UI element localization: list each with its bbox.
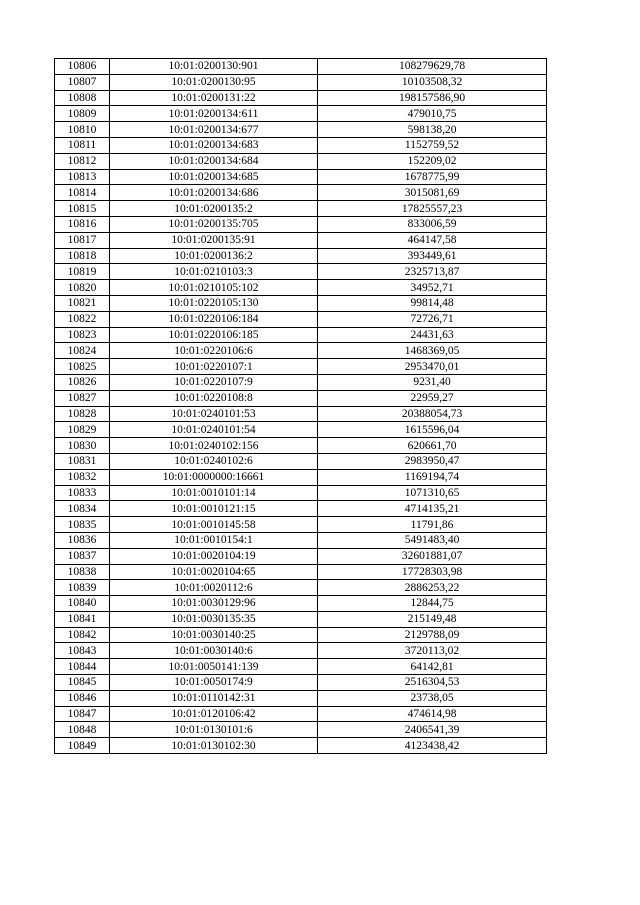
row-number-cell: 10813 <box>55 169 110 185</box>
row-number-cell: 10840 <box>55 596 110 612</box>
cadastral-number-cell: 10:01:0200135:2 <box>110 201 318 217</box>
cadastral-value-cell: 23738,05 <box>318 690 547 706</box>
table-row <box>55 611 547 627</box>
cadastral-number-cell: 10:01:0000000:16661 <box>110 469 318 485</box>
cadastral-value-cell: 3720113,02 <box>318 643 547 659</box>
cadastral-number-cell: 10:01:0020112:6 <box>110 580 318 596</box>
cadastral-value-cell: 198157586,90 <box>318 90 547 106</box>
row-number-cell: 10845 <box>55 675 110 691</box>
cadastral-value-cell: 3015081,69 <box>318 185 547 201</box>
cadastral-value-table <box>54 58 547 754</box>
cadastral-number-cell: 10:01:0030140:25 <box>110 627 318 643</box>
cadastral-number-cell: 10:01:0120106:42 <box>110 706 318 722</box>
table-row <box>55 501 547 517</box>
table-row <box>55 706 547 722</box>
cadastral-number-cell: 10:01:0200135:705 <box>110 216 318 232</box>
cadastral-value-cell: 2406541,39 <box>318 722 547 738</box>
cadastral-value-cell: 2325713,87 <box>318 264 547 280</box>
row-number-cell: 10825 <box>55 359 110 375</box>
cadastral-value-cell: 1678775,99 <box>318 169 547 185</box>
row-number-cell: 10830 <box>55 438 110 454</box>
cadastral-value-cell: 22959,27 <box>318 390 547 406</box>
cadastral-number-cell: 10:01:0010101:14 <box>110 485 318 501</box>
cadastral-value-cell: 2953470,01 <box>318 359 547 375</box>
cadastral-number-cell: 10:01:0200134:684 <box>110 153 318 169</box>
table-row <box>55 201 547 217</box>
table-row <box>55 343 547 359</box>
cadastral-number-cell: 10:01:0200134:685 <box>110 169 318 185</box>
row-number-cell: 10818 <box>55 248 110 264</box>
cadastral-value-cell: 99814,48 <box>318 295 547 311</box>
cadastral-number-cell: 10:01:0220106:184 <box>110 311 318 327</box>
cadastral-value-cell: 17825557,23 <box>318 201 547 217</box>
table-row <box>55 580 547 596</box>
cadastral-value-cell: 4123438,42 <box>318 738 547 754</box>
cadastral-number-cell: 10:01:0200135:91 <box>110 232 318 248</box>
table-row <box>55 359 547 375</box>
cadastral-value-cell: 2516304,53 <box>318 675 547 691</box>
table-row <box>55 153 547 169</box>
table-row <box>55 311 547 327</box>
table-row <box>55 690 547 706</box>
row-number-cell: 10842 <box>55 627 110 643</box>
table-row <box>55 185 547 201</box>
table-row <box>55 232 547 248</box>
cadastral-value-cell: 1468369,05 <box>318 343 547 359</box>
row-number-cell: 10838 <box>55 564 110 580</box>
cadastral-number-cell: 10:01:0010121:15 <box>110 501 318 517</box>
cadastral-value-cell: 108279629,78 <box>318 59 547 75</box>
cadastral-value-cell: 598138,20 <box>318 122 547 138</box>
row-number-cell: 10847 <box>55 706 110 722</box>
row-number-cell: 10826 <box>55 374 110 390</box>
cadastral-number-cell: 10:01:0200130:901 <box>110 59 318 75</box>
row-number-cell: 10819 <box>55 264 110 280</box>
row-number-cell: 10828 <box>55 406 110 422</box>
cadastral-number-cell: 10:01:0220107:9 <box>110 374 318 390</box>
row-number-cell: 10810 <box>55 122 110 138</box>
row-number-cell: 10832 <box>55 469 110 485</box>
cadastral-value-cell: 152209,02 <box>318 153 547 169</box>
cadastral-value-cell: 620661,70 <box>318 438 547 454</box>
row-number-cell: 10824 <box>55 343 110 359</box>
cadastral-number-cell: 10:01:0200134:677 <box>110 122 318 138</box>
cadastral-value-cell: 1152759,52 <box>318 137 547 153</box>
row-number-cell: 10831 <box>55 453 110 469</box>
cadastral-value-cell: 11791,86 <box>318 517 547 533</box>
cadastral-value-cell: 479010,75 <box>318 106 547 122</box>
cadastral-value-cell: 1169194,74 <box>318 469 547 485</box>
cadastral-number-cell: 10:01:0210103:3 <box>110 264 318 280</box>
cadastral-number-cell: 10:01:0210105:102 <box>110 280 318 296</box>
table-row <box>55 248 547 264</box>
cadastral-value-cell: 464147,58 <box>318 232 547 248</box>
table-row <box>55 469 547 485</box>
row-number-cell: 10844 <box>55 659 110 675</box>
cadastral-number-cell: 10:01:0220106:6 <box>110 343 318 359</box>
row-number-cell: 10827 <box>55 390 110 406</box>
row-number-cell: 10822 <box>55 311 110 327</box>
cadastral-number-cell: 10:01:0020104:65 <box>110 564 318 580</box>
row-number-cell: 10823 <box>55 327 110 343</box>
row-number-cell: 10820 <box>55 280 110 296</box>
cadastral-value-cell: 474614,98 <box>318 706 547 722</box>
table-row <box>55 517 547 533</box>
row-number-cell: 10817 <box>55 232 110 248</box>
table-row <box>55 137 547 153</box>
cadastral-number-cell: 10:01:0110142:31 <box>110 690 318 706</box>
table-row <box>55 643 547 659</box>
row-number-cell: 10809 <box>55 106 110 122</box>
cadastral-value-cell: 2129788,09 <box>318 627 547 643</box>
cadastral-value-cell: 2886253,22 <box>318 580 547 596</box>
table-row <box>55 406 547 422</box>
cadastral-number-cell: 10:01:0240101:53 <box>110 406 318 422</box>
table-row <box>55 627 547 643</box>
cadastral-number-cell: 10:01:0050141:139 <box>110 659 318 675</box>
row-number-cell: 10848 <box>55 722 110 738</box>
table-row <box>55 438 547 454</box>
row-number-cell: 10841 <box>55 611 110 627</box>
row-number-cell: 10833 <box>55 485 110 501</box>
cadastral-number-cell: 10:01:0020104:19 <box>110 548 318 564</box>
cadastral-value-cell: 20388054,73 <box>318 406 547 422</box>
table-row <box>55 280 547 296</box>
cadastral-number-cell: 10:01:0050174:9 <box>110 675 318 691</box>
table-row <box>55 596 547 612</box>
cadastral-number-cell: 10:01:0200134:686 <box>110 185 318 201</box>
cadastral-value-cell: 64142,81 <box>318 659 547 675</box>
table-row <box>55 485 547 501</box>
cadastral-number-cell: 10:01:0220105:130 <box>110 295 318 311</box>
table-row <box>55 722 547 738</box>
row-number-cell: 10839 <box>55 580 110 596</box>
table-row <box>55 738 547 754</box>
cadastral-value-cell: 1071310,65 <box>318 485 547 501</box>
row-number-cell: 10815 <box>55 201 110 217</box>
table-row <box>55 532 547 548</box>
cadastral-value-cell: 215149,48 <box>318 611 547 627</box>
cadastral-number-cell: 10:01:0030140:6 <box>110 643 318 659</box>
table-row <box>55 90 547 106</box>
cadastral-value-cell: 5491483,40 <box>318 532 547 548</box>
table-row <box>55 659 547 675</box>
row-number-cell: 10814 <box>55 185 110 201</box>
cadastral-value-cell: 32601881,07 <box>318 548 547 564</box>
cadastral-number-cell: 10:01:0200131:22 <box>110 90 318 106</box>
table-row <box>55 548 547 564</box>
row-number-cell: 10806 <box>55 59 110 75</box>
cadastral-number-cell: 10:01:0130101:6 <box>110 722 318 738</box>
table-row <box>55 122 547 138</box>
cadastral-value-cell: 17728303,98 <box>318 564 547 580</box>
cadastral-number-cell: 10:01:0220106:185 <box>110 327 318 343</box>
cadastral-number-cell: 10:01:0200134:683 <box>110 137 318 153</box>
row-number-cell: 10849 <box>55 738 110 754</box>
table-row <box>55 59 547 75</box>
cadastral-value-cell: 12844,75 <box>318 596 547 612</box>
table-row <box>55 169 547 185</box>
row-number-cell: 10843 <box>55 643 110 659</box>
cadastral-value-cell: 2983950,47 <box>318 453 547 469</box>
table-row <box>55 453 547 469</box>
cadastral-value-cell: 24431,63 <box>318 327 547 343</box>
row-number-cell: 10812 <box>55 153 110 169</box>
cadastral-value-cell: 34952,71 <box>318 280 547 296</box>
cadastral-number-cell: 10:01:0030135:35 <box>110 611 318 627</box>
cadastral-value-cell: 393449,61 <box>318 248 547 264</box>
table-row <box>55 216 547 232</box>
cadastral-number-cell: 10:01:0030129:96 <box>110 596 318 612</box>
row-number-cell: 10836 <box>55 532 110 548</box>
cadastral-value-cell: 1615596,04 <box>318 422 547 438</box>
cadastral-number-cell: 10:01:0240102:156 <box>110 438 318 454</box>
row-number-cell: 10811 <box>55 137 110 153</box>
cadastral-number-cell: 10:01:0010154:1 <box>110 532 318 548</box>
cadastral-number-cell: 10:01:0010145:58 <box>110 517 318 533</box>
table-row <box>55 106 547 122</box>
cadastral-number-cell: 10:01:0200130:95 <box>110 74 318 90</box>
cadastral-value-cell: 4714135,21 <box>318 501 547 517</box>
row-number-cell: 10834 <box>55 501 110 517</box>
table-row <box>55 74 547 90</box>
cadastral-number-cell: 10:01:0240101:54 <box>110 422 318 438</box>
row-number-cell: 10829 <box>55 422 110 438</box>
table-row <box>55 327 547 343</box>
table-row <box>55 264 547 280</box>
table-row <box>55 675 547 691</box>
cadastral-number-cell: 10:01:0200134:611 <box>110 106 318 122</box>
cadastral-number-cell: 10:01:0200136:2 <box>110 248 318 264</box>
table-body <box>55 59 547 754</box>
cadastral-value-cell: 9231,40 <box>318 374 547 390</box>
table-row <box>55 295 547 311</box>
cadastral-value-cell: 833006,59 <box>318 216 547 232</box>
table-row <box>55 422 547 438</box>
table-row <box>55 390 547 406</box>
row-number-cell: 10837 <box>55 548 110 564</box>
row-number-cell: 10846 <box>55 690 110 706</box>
cadastral-value-cell: 10103508,32 <box>318 74 547 90</box>
row-number-cell: 10821 <box>55 295 110 311</box>
table-row <box>55 564 547 580</box>
row-number-cell: 10816 <box>55 216 110 232</box>
row-number-cell: 10835 <box>55 517 110 533</box>
table-row <box>55 374 547 390</box>
cadastral-value-cell: 72726,71 <box>318 311 547 327</box>
row-number-cell: 10808 <box>55 90 110 106</box>
cadastral-number-cell: 10:01:0220107:1 <box>110 359 318 375</box>
cadastral-number-cell: 10:01:0130102:30 <box>110 738 318 754</box>
cadastral-number-cell: 10:01:0240102:6 <box>110 453 318 469</box>
row-number-cell: 10807 <box>55 74 110 90</box>
cadastral-number-cell: 10:01:0220108:8 <box>110 390 318 406</box>
